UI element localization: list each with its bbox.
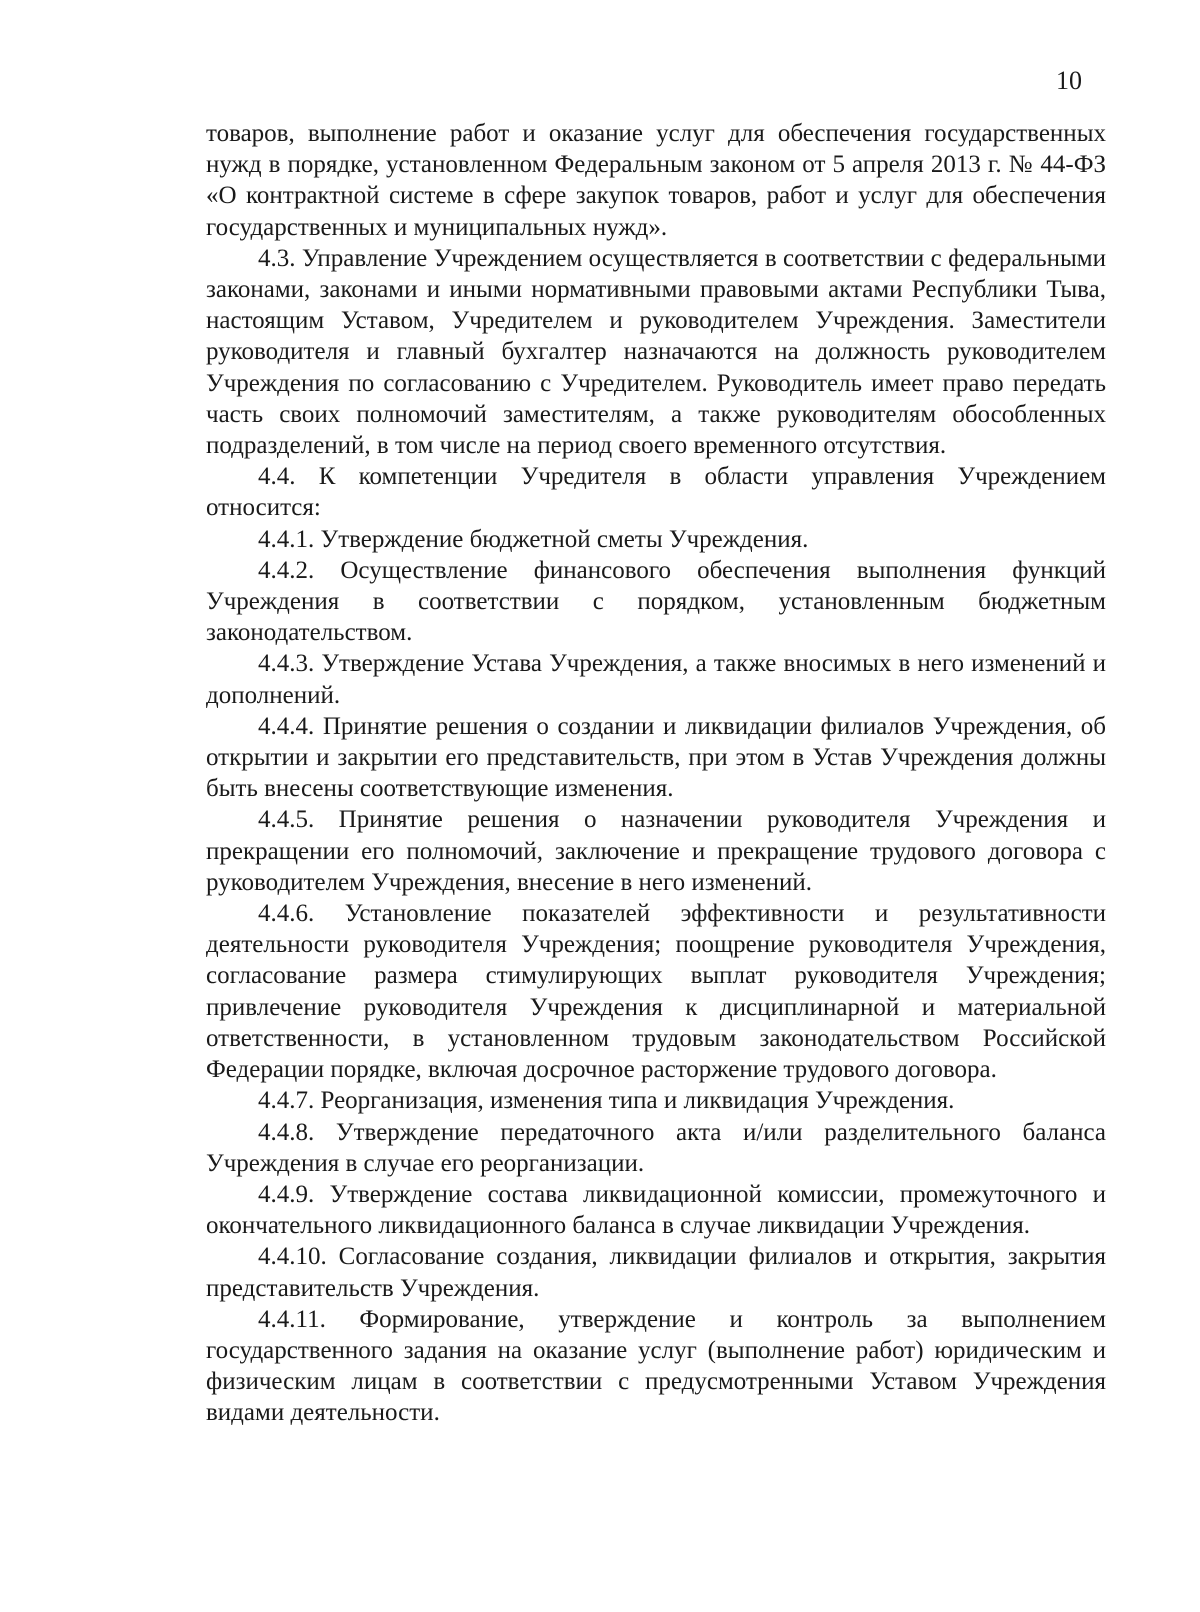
paragraph-4-4-6: 4.4.6. Установление показателей эффективности и результативности деятельности руководителя Учреждения; поощрение руководителя Учреждения, согласование размера стимулирующих выплат руководителя Учреждения; привлечение руководителя Учреждения к дисциплинарной и материальной ответственности, в установленном трудовым законодательством Российской Федерации порядке, включая досрочное расторжение трудового договора. bbox=[206, 900, 1106, 1084]
paragraph-4-4-9: 4.4.9. Утверждение состава ликвидационной комиссии, промежуточного и окончательного ликвидационного баланса в случае ликвидации Учреждения. bbox=[206, 1180, 1106, 1240]
paragraph-4-4-3: 4.4.3. Утверждение Устава Учреждения, а также вносимых в него изменений и дополнений. bbox=[206, 650, 1106, 709]
paragraph-4-4-8: 4.4.8. Утверждение передаточного акта и/или разделительного баланса Учреждения в случае его реорганизации. bbox=[206, 1118, 1106, 1177]
paragraph-4-4-2: 4.4.2. Осуществление финансового обеспечения выполнения функций Учреждения в соответствии с порядком, установленным бюджетным законодательством. bbox=[206, 556, 1106, 647]
paragraph-4-4-10: 4.4.10. Согласование создания, ликвидации филиалов и открытия, закрытия представительств Учреждения. bbox=[206, 1243, 1106, 1302]
paragraph-4-4-5: 4.4.5. Принятие решения о назначении руководителя Учреждения и прекращении его полномочий, заключение и прекращение трудового договора с руководителем Учреждения, внесение в него изменений. bbox=[206, 806, 1106, 896]
paragraph-4-4: 4.4. К компетенции Учредителя в области управления Учреждением относится: bbox=[206, 463, 1106, 522]
paragraph-4-4-1: 4.4.1. Утверждение бюджетной сметы Учреждения. bbox=[258, 525, 809, 553]
paragraph-4-4-4: 4.4.4. Принятие решения о создании и ликвидации филиалов Учреждения, об открытии и закрытии его представительств, при этом в Устав Учреждения должны быть внесены соответствующие изменения. bbox=[206, 712, 1106, 803]
document-body bbox=[206, 118, 1106, 1429]
paragraph-continuation: товаров, выполнение работ и оказание услуг для обеспечения государственных нужд в порядке, установленном Федеральным законом от 5 апреля 2013 г. № 44-ФЗ «О контрактной системе в сфере закупок товаров, работ и услуг для обеспечения государственных и муниципальных нужд». bbox=[206, 120, 1106, 241]
paragraph-4-4-11: 4.4.11. Формирование, утверждение и контроль за выполнением государственного задания на оказание услуг (выполнение работ) юридическим и физическим лицам в соответствии с предусмотренными Уставом Учреждения видами деятельности. bbox=[206, 1305, 1106, 1427]
page-number: 10 bbox=[1056, 66, 1082, 95]
paragraph-4-3: 4.3. Управление Учреждением осуществляется в соответствии с федеральными законами, законами и иными нормативными правовыми актами Республики Тыва, настоящим Уставом, Учредителем и руководителем Учреждения. Заместители руководителя и главный бухгалтер назначаются на должность руководителем Учреждения по согласованию с Учредителем. Руководитель имеет право передать часть своих полномочий заместителям, а также руководителям обособленных подразделений, в том числе на период своего временного отсутствия. bbox=[206, 244, 1106, 460]
paragraph-4-4-7: 4.4.7. Реорганизация, изменения типа и ликвидация Учреждения. bbox=[258, 1087, 955, 1115]
